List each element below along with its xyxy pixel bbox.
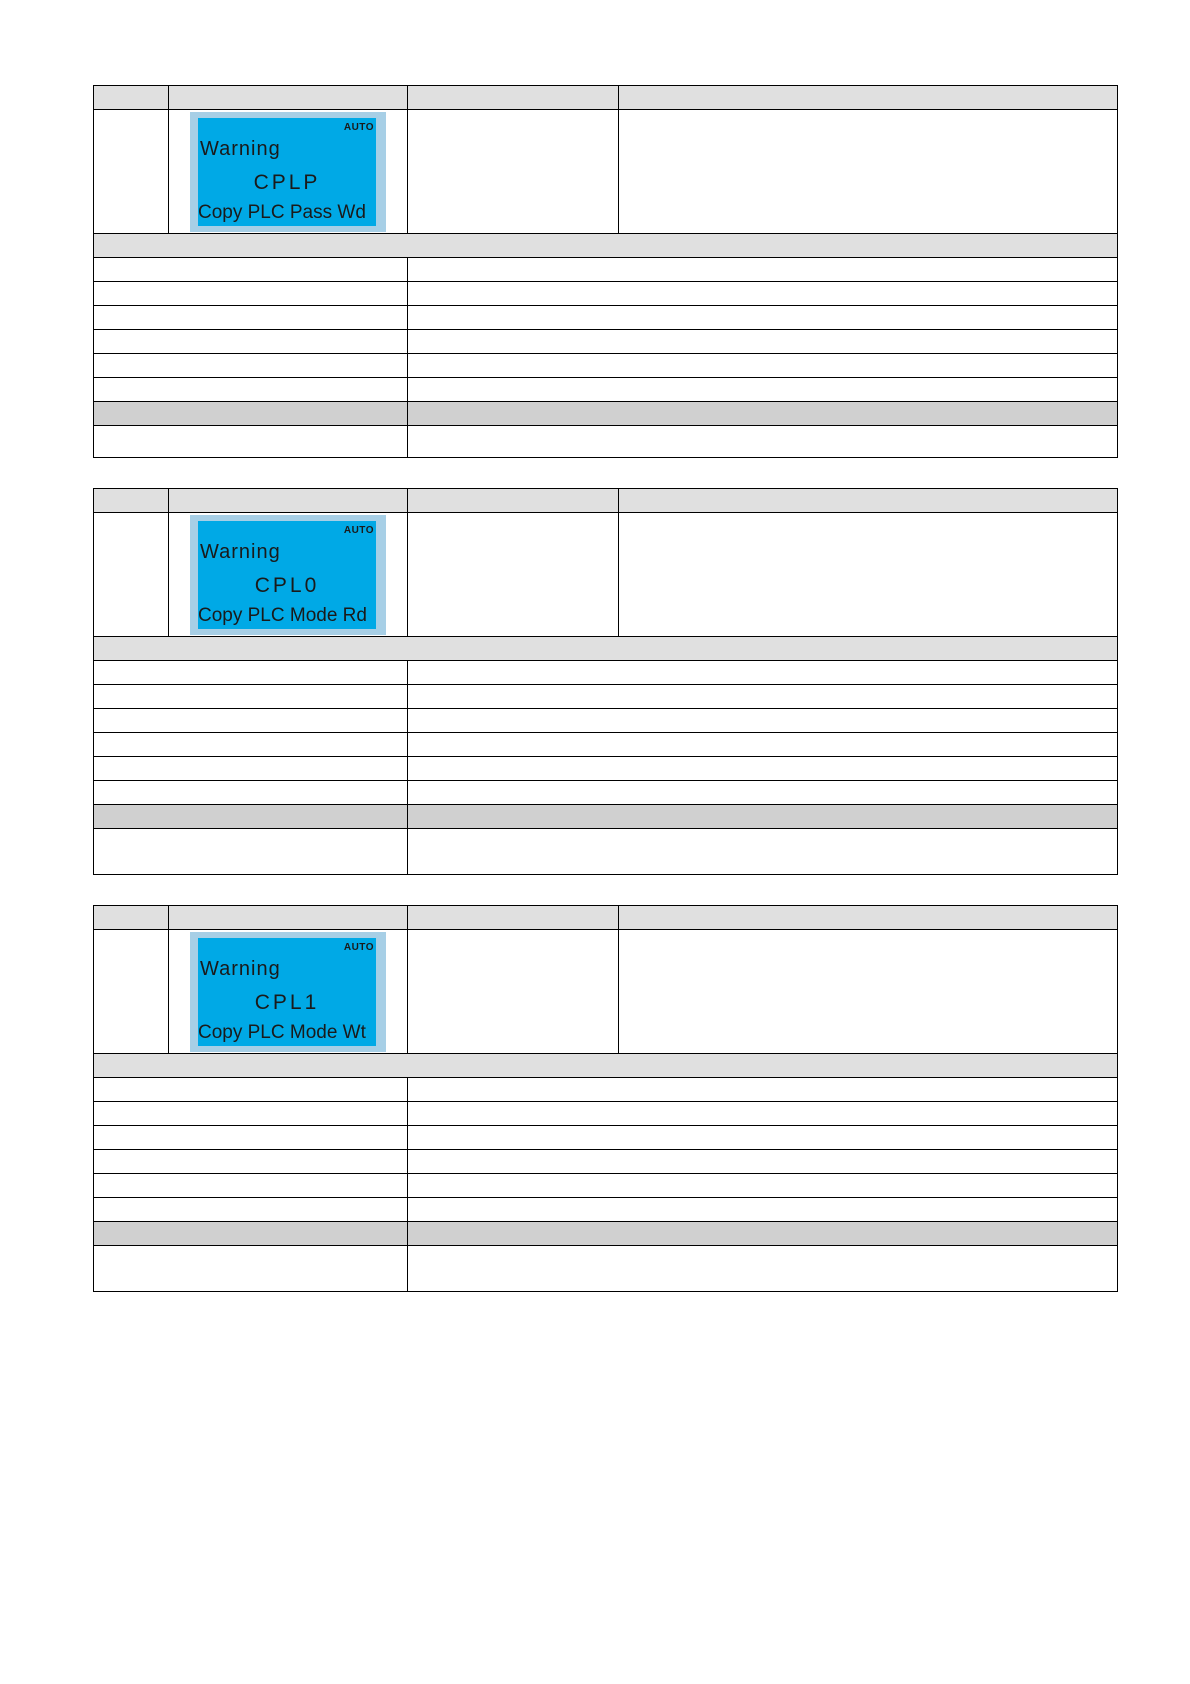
table-row [94,781,1118,805]
lcd-warning-title: Warning [200,957,281,980]
shaded-row [94,805,1118,829]
table-header-row [94,489,1118,513]
table-header-row [94,906,1118,930]
table-row [94,306,1118,330]
shaded-row [94,402,1118,426]
table-row [94,1078,1118,1102]
table-header-row [94,86,1118,110]
lcd-display [190,112,386,232]
lcd-warning-description: Copy PLC Mode Wt [198,1021,366,1043]
lcd-warning-title: Warning [200,540,281,563]
table-row [94,378,1118,402]
warning-table-3 [93,905,1118,1292]
warning-display-row [94,513,1118,637]
auto-indicator: AUTO [343,121,374,133]
table-row [94,1126,1118,1150]
table-row [94,709,1118,733]
warning-table-2 [93,488,1118,875]
lcd-warning-code: CPLP [253,170,321,194]
section-row [94,1054,1118,1078]
lcd-warning-code: CPL0 [254,573,320,597]
section-row [94,234,1118,258]
lcd-warning-description: Copy PLC Mode Rd [198,604,367,626]
table-row [94,1174,1118,1198]
warning-display-row [94,930,1118,1054]
table-row [94,733,1118,757]
shaded-row [94,1222,1118,1246]
table-row [94,282,1118,306]
table-row [94,330,1118,354]
lcd-warning-title: Warning [200,137,281,160]
table-row [94,685,1118,709]
table-row [94,1246,1118,1292]
warning-display-row [94,110,1118,234]
table-row [94,426,1118,458]
warning-table-1 [93,85,1118,458]
auto-indicator: AUTO [343,941,374,953]
table-row [94,354,1118,378]
table-row [94,1150,1118,1174]
lcd-display [190,932,386,1052]
table-row [94,1198,1118,1222]
auto-indicator: AUTO [343,524,374,536]
lcd-display [190,515,386,635]
section-row [94,637,1118,661]
table-row [94,757,1118,781]
table-row [94,1102,1118,1126]
lcd-warning-description: Copy PLC Pass Wd [198,201,366,223]
table-row [94,258,1118,282]
table-row [94,829,1118,875]
table-row [94,661,1118,685]
lcd-warning-code: CPL1 [254,990,320,1014]
